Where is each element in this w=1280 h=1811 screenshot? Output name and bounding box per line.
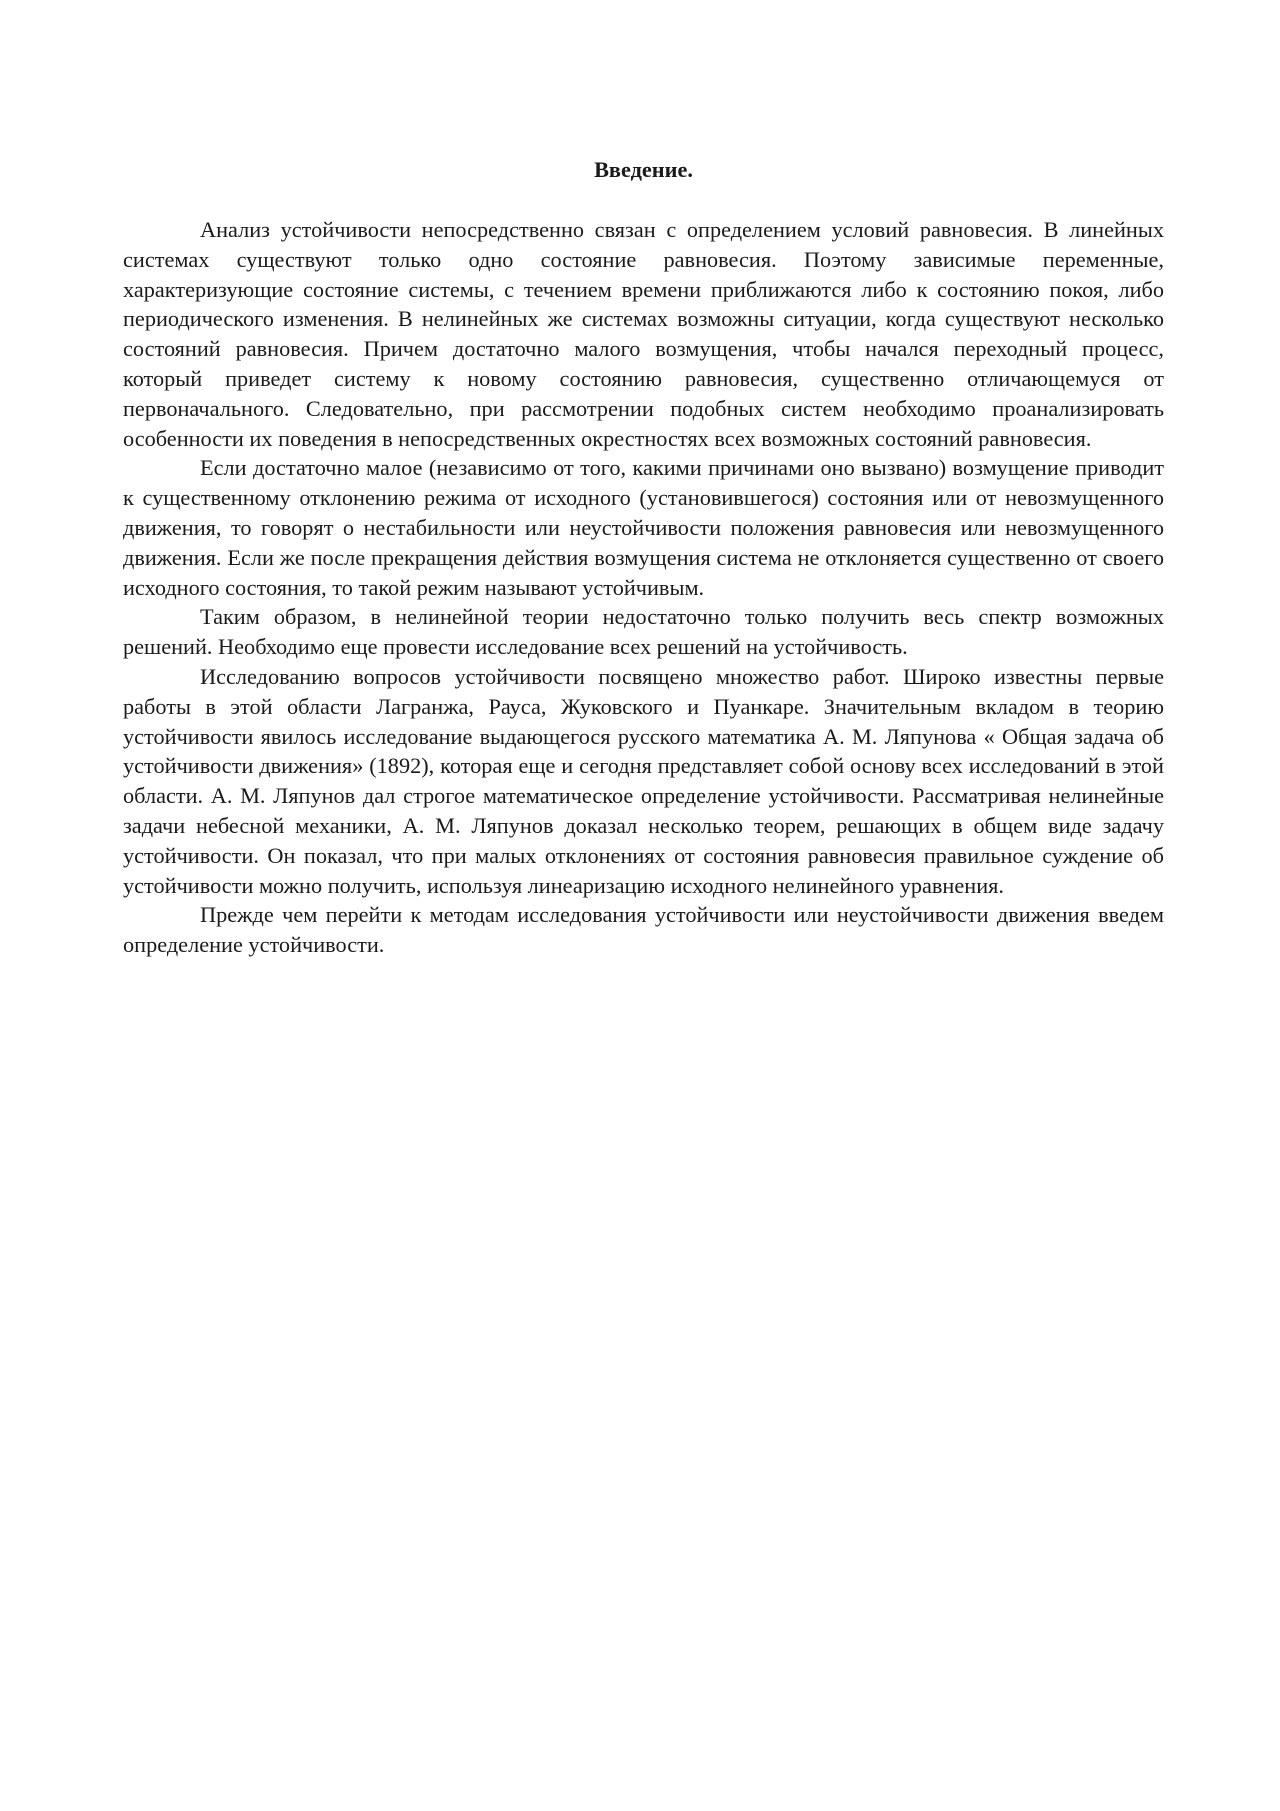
document-body — [123, 155, 1164, 960]
page-title: Введение. — [594, 157, 693, 182]
paragraph-2: Если достаточно малое (независимо от того, какими причинами оно вызвано) возмущение приводит к существенному отклонению режима от исходного (установившегося) состояния или от невозмущенного движения, то говорят о нестабильности или неустойчивости положения равновесия или невозмущенного движения. Если же после прекращения действия возмущения система не отклоняется существенно от своего исходного состояния, то такой режим называют устойчивым. — [123, 455, 1164, 600]
paragraph-3: Таким образом, в нелинейной теории недостаточно только получить весь спектр возможных решений. Необходимо еще провести исследование всех решений на устойчивость. — [123, 604, 1164, 660]
paragraph-1: Анализ устойчивости непосредственно связан с определением условий равновесия. В линейных системах существуют только одно состояние равновесия. Поэтому зависимые переменные, характеризующие состояние системы, с течением времени приближаются либо к состоянию покоя, либо периодического изменения. В нелинейных же системах возможны ситуации, когда существуют несколько состояний равновесия. Причем достаточно малого возмущения, чтобы начался переходный процесс, который приведет систему к новому состоянию равновесия, существенно отличающемуся от первоначального. Следовательно, при рассмотрении подобных систем необходимо проанализировать особенности их поведения в непосредственных окрестностях всех возможных состояний равновесия. — [123, 217, 1164, 451]
paragraph-4: Исследованию вопросов устойчивости посвящено множество работ. Широко известны первые работы в этой области Лагранжа, Рауса, Жуковского и Пуанкаре. Значительным вкладом в теорию устойчивости явилось исследование выдающегося русского математика А. М. Ляпунова « Общая задача об устойчивости движения» (1892), которая еще и сегодня представляет собой основу всех исследований в этой области. А. М. Ляпунов дал строгое математическое определение устойчивости. Рассматривая нелинейные задачи небесной механики, А. М. Ляпунов доказал несколько теорем, решающих в общем виде задачу устойчивости. Он показал, что при малых отклонениях от состояния равновесия правильное суждение об устойчивости можно получить, используя линеаризацию исходного нелинейного уравнения. — [123, 663, 1164, 898]
paragraph-5: Прежде чем перейти к методам исследования устойчивости или неустойчивости движения введем определение устойчивости. — [123, 902, 1164, 958]
